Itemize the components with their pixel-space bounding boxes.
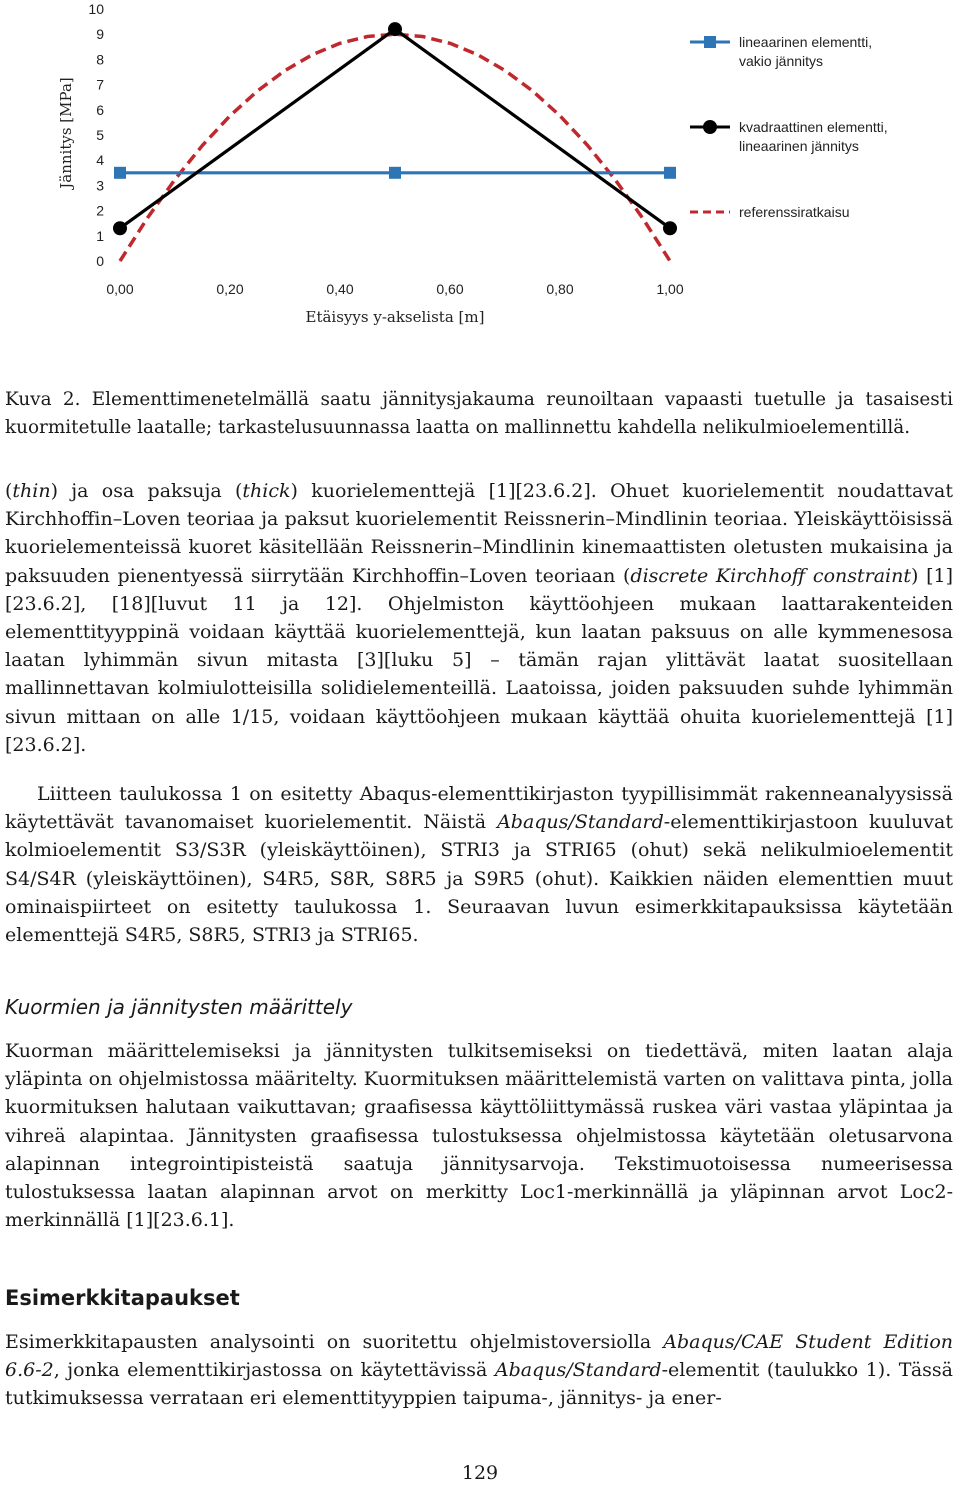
y-axis-ticks xyxy=(88,1,104,269)
y-tick-label: 3 xyxy=(96,177,104,194)
term-discrete-kirchhoff: discrete Kirchhoff constraint xyxy=(630,564,911,587)
x-tick-label: 1,00 xyxy=(656,281,684,297)
legend xyxy=(690,34,888,220)
legend-label: vakio jännitys xyxy=(739,53,824,69)
y-tick-label: 0 xyxy=(96,253,104,269)
data-point xyxy=(663,221,677,235)
x-axis-ticks xyxy=(106,281,683,297)
term-thin: thin xyxy=(12,480,51,502)
y-tick-label: 4 xyxy=(96,152,104,169)
stress-distribution-chart xyxy=(0,0,960,330)
data-point xyxy=(113,221,127,235)
y-tick-label: 7 xyxy=(96,76,104,93)
data-point xyxy=(664,167,676,179)
paragraph-loads: Kuorman määrittelemiseksi ja jännitysten tulkitsemiseksi on tiedettävä, miten laatan alaja yläpinta on ohjelmistossa määritelty. Kuormituksen määrittelemistä varten on valittava pinta, jolla kuormituksen halutaan vaikuttavan; graafisessa käyttöliittymässä ruskea väri vastaa yläpintaa ja vihreä alapintaa. Jännitysten graafisessa tulostuksessa ohjelmistossa käytetään oletusarvona alapinnan integrointipisteistä saatuja jännitysarvoja. Tekstimuotoisessa numeerisessa tulostuksessa laatan alapinnan arvot on merkitty Loc1-merkinnällä ja yläpinnan arvot Loc2-merkinnällä [1][23.6.1]. xyxy=(5,1040,953,1232)
term-abaqus-standard-2: Abaqus/Standard xyxy=(494,1359,662,1382)
series-layer xyxy=(113,22,677,261)
x-tick-label: 0,00 xyxy=(106,281,134,297)
page-number: 129 xyxy=(461,1462,499,1484)
data-point xyxy=(114,167,126,179)
term-thick: thick xyxy=(242,480,291,502)
paragraph-shell-elements: (thin) ja osa paksuja (thick) kuorielementtejä [1][23.6.2]. Ohuet kuorielementit noudattavat Kirchhoffin–Loven teoriaa ja paksut kuorielementit Reissnerin–Mindlinin teoriaa. Yleiskäyttöisissä kuorielementeissä kuoret käsitellään Reissnerin–Mindlinin kinemaattisten oletusten mukaisina ja paksuuden pienentyessä siirrytään Kirchhoffin–Loven teoriaan (discrete Kirchhoff constraint) [1][23.6.2], [18][luvut 11 ja 12]. Ohjelmiston käyttöohjeen mukaan laattarakenteiden elementtityyppinä voidaan käyttää kuorielementtejä, kun laatan paksuus on alle kymmenesosa laatan lyhimmän sivun mitasta [3][luku 5] – tämän rajan ylittävät laatat suositellaan mallinnettavan kolmiulotteisilla solidielementeillä. Laatoissa, joiden paksuuden suhde lyhimmän sivun mittaan on alle 1/15, voidaan käyttöohjeen mukaan käyttää ohuita kuorielementtejä [1][23.6.2]. xyxy=(5,480,953,756)
y-tick-label: 5 xyxy=(96,127,104,143)
paragraph-examples: Esimerkkitapausten analysointi on suoritettu ohjelmistoversiolla Abaqus/CAE Student Edition 6.6-2, jonka elementtikirjastossa on käytettävissä Abaqus/Standard-elementit (taulukko 1). Tässä tutkimuksessa verrataan eri elementtityyppien taipuma-, jännitys- ja ener- xyxy=(5,1331,954,1410)
legend-label: referenssiratkaisu xyxy=(739,204,850,220)
section-heading-examples: Esimerkkitapaukset xyxy=(5,1286,240,1310)
section-heading-loads: Kuormien ja jännitysten määrittely xyxy=(5,995,353,1019)
x-tick-label: 0,20 xyxy=(216,281,244,297)
series-line xyxy=(120,34,670,261)
x-tick-label: 0,60 xyxy=(436,281,464,297)
data-point xyxy=(389,167,401,179)
legend-label: lineaarinen elementti, xyxy=(739,34,873,50)
paragraph-element-library: Liitteen taulukossa 1 on esitetty Abaqus-elementtikirjaston tyypillisimmät rakenneanalyysissä käytettävät tavanomaiset kuorielementit. Näistä Abaqus/Standard-elementtikirjastoon kuuluvat kolmioelementit S3/S3R (yleiskäyttöinen), STRI3 ja STRI65 (ohut) sekä nelikulmioelementit S4/S4R (yleiskäyttöinen), S4R5, S8R, S8R5 ja S9R5 (ohut). Kaikkien näiden elementtien muut ominaispiirteet on esitetty taulukossa 1. Seuraavan luvun esimerkkitapauksissa käytetään elementtejä S4R5, S8R5, STRI3 ja STRI65. xyxy=(5,783,954,947)
data-point xyxy=(388,22,402,36)
legend-marker xyxy=(703,120,717,134)
x-axis-label: Etäisyys y-akselista [m] xyxy=(305,308,485,326)
y-tick-label: 2 xyxy=(96,202,104,219)
figure-caption: Kuva 2. Elementtimenetelmällä saatu jännitysjakauma reunoiltaan vapaasti tuetulle ja tasaisesti kuormitetulle laatalle; tarkastelusuunnassa laatta on mallinnettu kahdella nelikulmioelementillä. xyxy=(5,389,953,438)
legend-label: lineaarinen jännitys xyxy=(739,138,859,154)
y-axis-label: Jännitys [MPa] xyxy=(57,77,75,189)
series-line xyxy=(120,29,670,228)
term-abaqus-cae: Abaqus/CAE Student Edition 6.6-2 xyxy=(5,1331,953,1382)
x-tick-label: 0,40 xyxy=(326,281,354,297)
legend-label: kvadraattinen elementti, xyxy=(739,119,888,135)
y-tick-label: 10 xyxy=(88,1,104,17)
y-tick-label: 1 xyxy=(96,227,104,244)
x-tick-label: 0,80 xyxy=(546,281,574,297)
y-tick-label: 8 xyxy=(96,51,104,68)
legend-marker xyxy=(704,36,716,48)
term-abaqus-standard: Abaqus/Standard xyxy=(497,811,664,834)
y-tick-label: 9 xyxy=(96,26,104,43)
y-tick-label: 6 xyxy=(96,101,104,118)
